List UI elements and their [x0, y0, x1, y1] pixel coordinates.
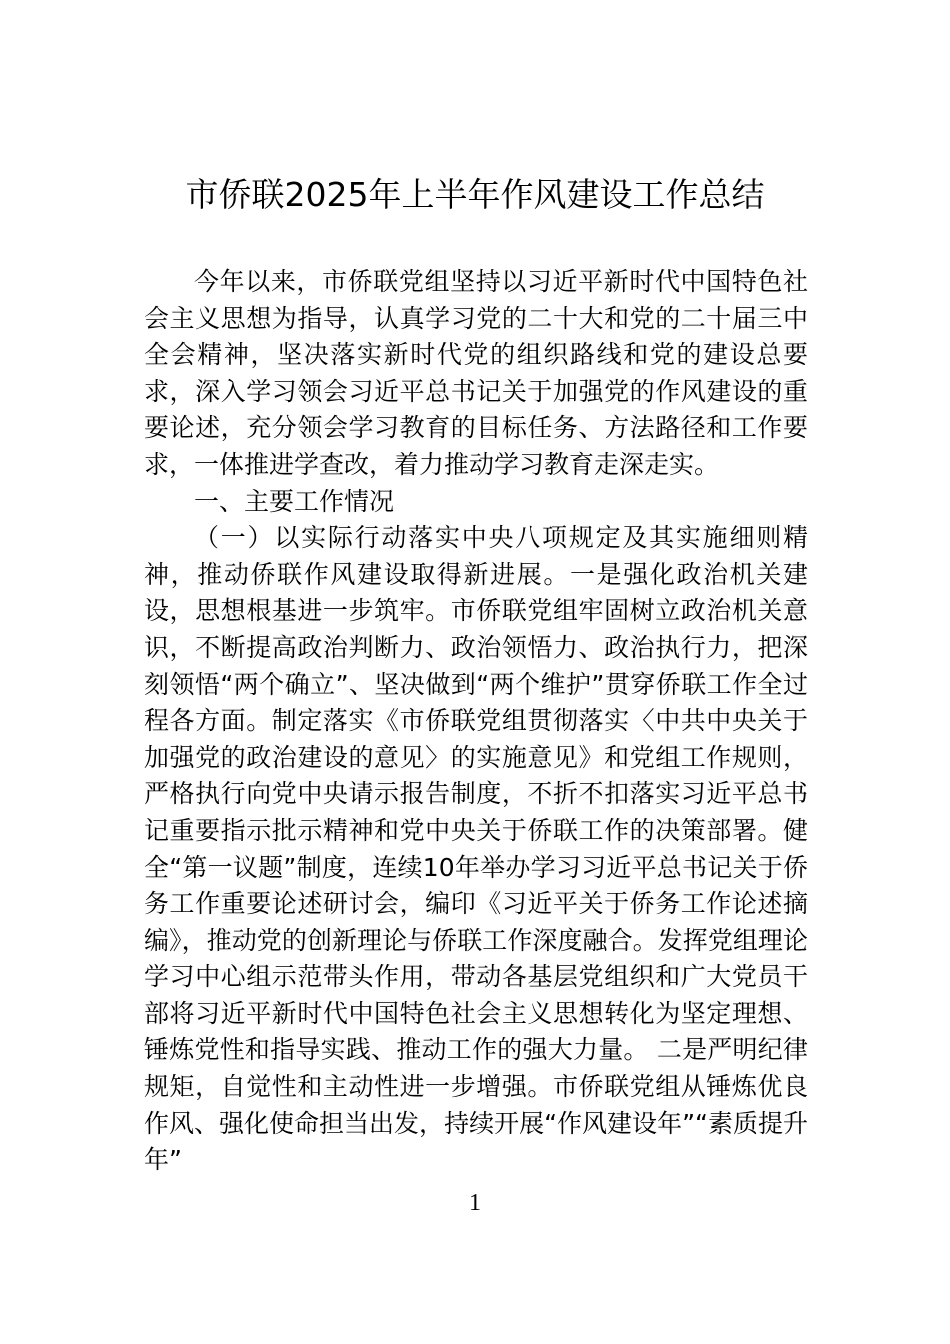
- page-number: 1: [469, 1190, 481, 1216]
- document-title: 市侨联2025年上半年作风建设工作总结: [185, 175, 765, 214]
- document-body: [144, 264, 808, 1179]
- intro-paragraph: 今年以来，市侨联党组坚持以习近平新时代中国特色社会主义思想为指导，认真学习党的二十大和党的二十届三中全会精神，坚决落实新时代党的组织路线和党的建设总要求，深入学习领会习近平总书记关于加强党的作风建设的重要论述，充分领会学习教育的目标任务、方法路径和工作要求，一体推进学查改，着力推动学习教育走深走实。: [144, 267, 808, 479]
- body-paragraph: （一）以实际行动落实中央八项规定及其实施细则精神，推动侨联作风建设取得新进展。一是强化政治机关建设，思想根基进一步筑牢。市侨联党组牢固树立政治机关意识，不断提高政治判断力、政治领悟力、政治执行力，把深刻领悟“两个确立”、坚决做到“两个维护”贯穿侨联工作全过程各方面。制定落实《市侨联党组贯彻落实〈中共中央关于加强党的政治建设的意见〉的实施意见》和党组工作规则，严格执行向党中央请示报告制度，不折不扣落实习近平总书记重要指示批示精神和党中央关于侨联工作的决策部署。健全“第一议题”制度，连续10年举办学习习近平总书记关于侨务工作重要论述研讨会，编印《习近平关于侨务工作论述摘编》，推动党的创新理论与侨联工作深度融合。发挥党组理论学习中心组示范带头作用，带动各基层党组织和广大党员干部将习近平新时代中国特色社会主义思想转化为坚定理想、锤炼党性和指导实践、推动工作的强大力量。 二是严明纪律规矩，自觉性和主动性进一步增强。市侨联党组从锤炼优良作风、强化使命担当出发，持续开展“作风建设年”“素质提升年”: [144, 523, 808, 1175]
- section-heading: 一、主要工作情况: [194, 486, 395, 516]
